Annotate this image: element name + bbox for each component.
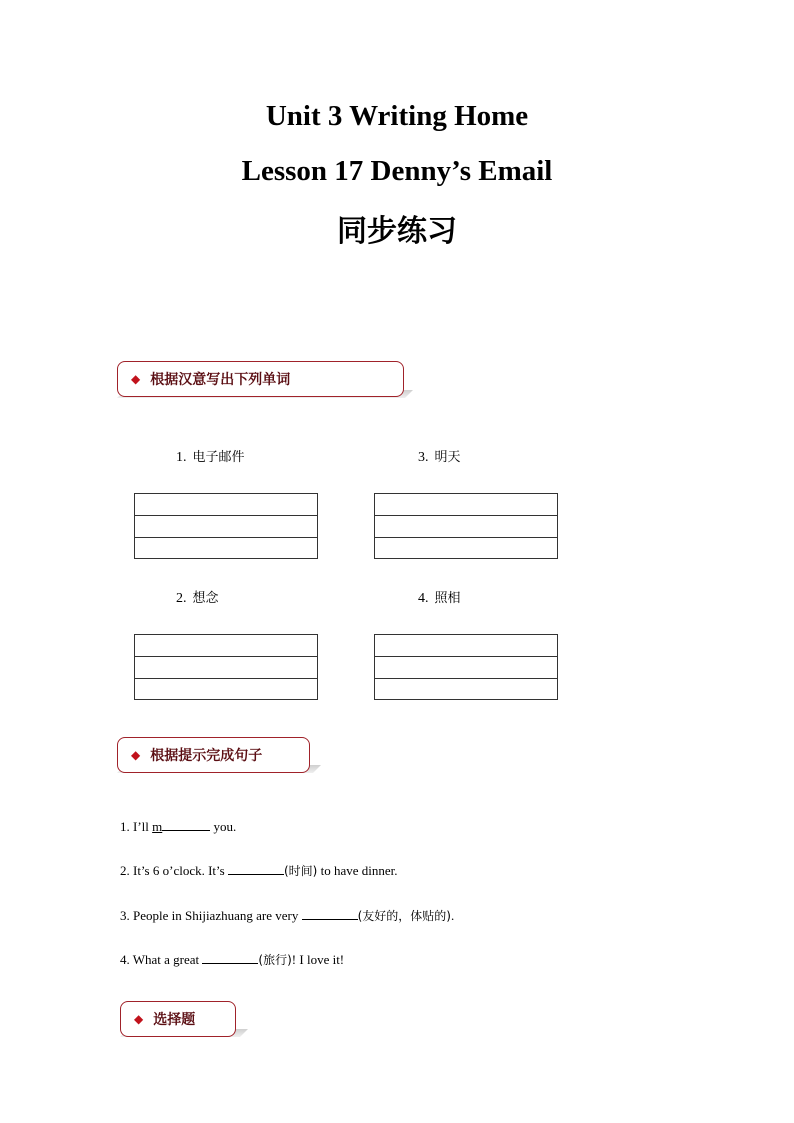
vocab-item-3: 3. 明天	[418, 450, 461, 465]
sentence-1: 1. I’ll m you.	[120, 819, 237, 834]
answer-blank[interactable]	[228, 862, 284, 875]
diamond-bullet-icon: ◆	[131, 748, 141, 762]
writing-grid-4[interactable]	[374, 634, 558, 700]
lesson-title: Lesson 17 Denny’s Email	[241, 155, 553, 187]
diamond-bullet-icon: ◆	[131, 372, 141, 386]
writing-grid-1[interactable]	[134, 493, 318, 559]
section-header-choice	[120, 1001, 236, 1037]
sentence-2: 2. It’s 6 o’clock. It’s (时间) to have dinner.	[120, 863, 398, 878]
diamond-bullet-icon: ◆	[134, 1012, 144, 1026]
writing-grid-2[interactable]	[134, 634, 318, 700]
answer-blank[interactable]	[162, 818, 210, 831]
exercise-title: 同步练习	[337, 214, 457, 249]
unit-title: Unit 3 Writing Home	[265, 100, 529, 132]
vocab-item-2: 2. 想念	[176, 591, 219, 606]
writing-grid-3[interactable]	[374, 493, 558, 559]
section-header-vocab	[117, 361, 404, 397]
sentence-4: 4. What a great (旅行)! I love it!	[120, 952, 345, 967]
answer-blank[interactable]	[302, 907, 358, 920]
section-title: 根据提示完成句子	[150, 748, 263, 764]
vocab-item-4: 4. 照相	[418, 591, 461, 606]
answer-blank[interactable]	[202, 951, 258, 964]
vocab-item-1: 1. 电子邮件	[176, 450, 245, 465]
sentence-3: 3. People in Shijiazhuang are very (友好的，体贴的).	[120, 908, 455, 923]
section-header-complete	[117, 737, 310, 773]
section-title: 选择题	[153, 1012, 196, 1028]
section-title: 根据汉意写出下列单词	[150, 372, 291, 388]
